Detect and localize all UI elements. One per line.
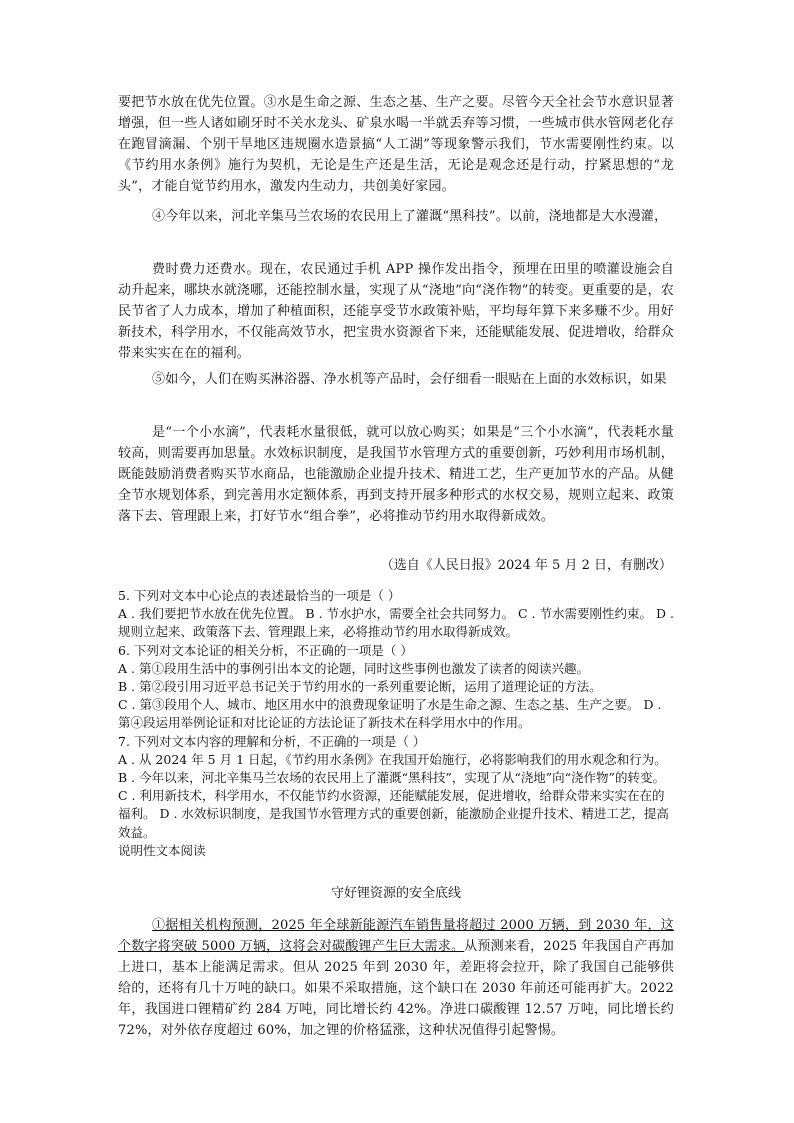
question-6: 6. 下列对文本论证的相关分析，不正确的一项是（ ）: [118, 642, 413, 658]
paragraph-5-body: 是“一个小水滴”，代表耗水量很低，就可以放心购买；如果是“三个小水滴”，代表耗水量较高，则需要再加思量。水效标识制度，是我国节水管理方式的重要创新，巧妙利用市场机制，既能鼓励消费者购买节水商品，也能激励企业提升技术、精进工艺，生产更加节水的产品。从健全节水规划体系，到完善用水定额体系，再到支持开展多种形式的水权交易，规则立起来、政策落下去、管理跟上来，打好节水“组合拳”，必将推动节约用水取得新成效。: [118, 425, 674, 524]
article-paragraph-1: [118, 915, 674, 1041]
underlined-sentence: ①据相关机构预测，2025 年全球新能源汽车销售量将超过 2000 万辆，到 2030 年，这个数字将突破 5000 万辆，这将会对碳酸锂产生巨大需求。: [118, 918, 674, 954]
article-title: 守好锂资源的安全底线: [330, 886, 461, 901]
paragraph-5-intro: ⑤如今，人们在购买淋浴器、净水机等产品时，会仔细看一眼贴在上面的水效标识，如果: [152, 372, 667, 387]
question-7: 7. 下列对文本内容的理解和分析，不正确的一项是（ ）: [118, 733, 426, 749]
question-5: 5. 下列对文本中心论点的表述最恰当的一项是（ ）: [118, 588, 401, 603]
paragraph-4-body: 费时费力还费水。现在，农民通过手机 APP 操作发出指令，预埋在田里的喷灌设施会自动升起来，哪块水就浇哪，还能控制水量，实现了从“浇地”向“浇作物”的转变。更重要的是，农民节省了人力成本，增加了种植面积，还能享受节水政策补贴，平均每年算下来多赚不少。用好新技术，科学用水，不仅能高效节水，把宝贵水资源省下来，还能赋能发展、促进增收，给群众带来实实在在的福利。: [118, 262, 674, 361]
source-citation: （选自《人民日报》2024 年 5 月 2 日，有删改）: [380, 558, 672, 573]
question-6-option-a: A . 第①段用生活中的事例引出本文的论题，同时这些事例也激发了读者的阅读兴趣。: [118, 660, 589, 676]
paragraph-4-intro: ④今年以来，河北辛集马兰农场的农民用上了灌溉“黑科技”。以前，浇地都是大水漫灌，: [152, 209, 668, 224]
question-6-option-cd: C . 第③段用个人、城市、地区用水中的浪费现象证明了水是生命之源、生态之基、生产之要。 D . 第④段运用举例论证和对比论证的方法论证了新技术在科学用水中的作用。: [118, 697, 662, 731]
section-heading: 说明性文本阅读: [118, 842, 206, 858]
question-6-option-b: B . 第②段引用习近平总书记关于节约用水的一系列重要论断，运用了道理论证的方法。: [118, 679, 602, 695]
question-5-options: A . 我们要把节水放在优先位置。 B . 节水护水，需要全社会共同努力。 C . 节水需要刚性约束。 D . 规则立起来、政策落下去、管理跟上来，必将推动节约用水取得新成效。: [118, 606, 674, 640]
question-block: [0, 587, 794, 860]
paragraph-3: 要把节水放在优先位置。③水是生命之源、生态之基、生产之要。尽管今天全社会节水意识显著增强，但一些人诸如刷牙时不关水龙头、矿泉水喝一半就丢弃等习惯，一些城市供水管网老化存在跑冒滴漏、个别干旱地区违规圈水造景搞“人工湖”等现象警示我们，节水需要刚性约束。以《节约用水条例》施行为契机，无论是生产还是生活，无论是观念还是行动，拧紧思想的“龙头”，才能自觉节约用水，激发内生动力，共创美好家园。: [118, 95, 674, 194]
paragraph-remainder: 从预测来看，2025 年我国自产再加上进口，基本上能满足需求。但从 2025 年到 2030 年，差距将会拉开，除了我国自己能够供给的，还将有几十万吨的缺口。如果不采取措施，这个缺口在 2030 年前还可能再扩大。2022 年，我国进口锂精矿约 284 万吨，同比增长约 42%。净进口碳酸锂 12.57 万吨，同比增长约 72%，对外依存度超过 60%，加之锂的价格猛涨，这种状况值得引起警惕。: [118, 939, 674, 1038]
question-7-options: A . 从 2024 年 5 月 1 日起，《节约用水条例》在我国开始施行，必将影响我们的用水观念和行为。 B . 今年以来，河北辛集马兰农场的农民用上了灌溉“黑科技”，实现了从“浇地”向“浇作物”的转变。 C . 利用新技术，科学用水，不仅能节约水资源，还能赋能发展，促进增收，给群众带来实实在在的福利。 D . 水效标识制度，是我国节水管理方式的重要创新，能激励企业提升技术、精进工艺，提高效益。: [118, 751, 669, 840]
